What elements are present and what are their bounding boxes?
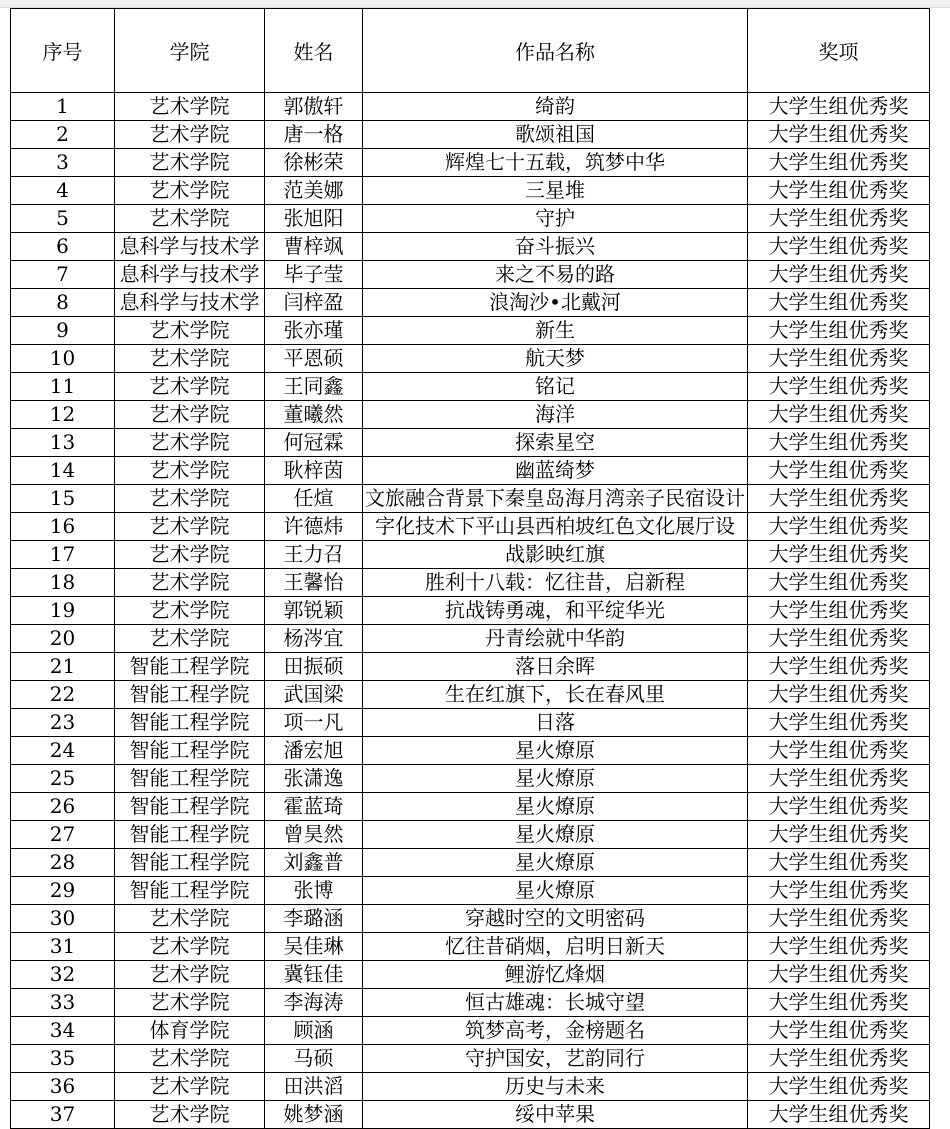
cell-award[interactable]: 大学生组优秀奖 (748, 1101, 930, 1129)
cell-award[interactable]: 大学生组优秀奖 (748, 681, 930, 709)
cell-name[interactable]: 徐彬荣 (265, 149, 363, 177)
cell-no[interactable]: 4 (11, 177, 115, 205)
cell-college[interactable]: 艺术学院 (115, 1101, 265, 1129)
cell-work[interactable]: 守护 (363, 205, 748, 233)
cell-college[interactable]: 艺术学院 (115, 485, 265, 513)
cell-college[interactable]: 体育学院 (115, 1017, 265, 1045)
cell-name[interactable]: 项一凡 (265, 709, 363, 737)
cell-award[interactable]: 大学生组优秀奖 (748, 205, 930, 233)
cell-name[interactable]: 郭傲轩 (265, 93, 363, 121)
cell-no[interactable]: 29 (11, 877, 115, 905)
cell-no[interactable]: 35 (11, 1045, 115, 1073)
cell-college[interactable]: 艺术学院 (115, 961, 265, 989)
table-row (11, 989, 930, 1017)
cell-college[interactable]: 艺术学院 (115, 177, 265, 205)
cell-name[interactable]: 田振硕 (265, 653, 363, 681)
cell-work[interactable]: 探索星空 (363, 429, 748, 457)
table-row (11, 569, 930, 597)
cell-no[interactable]: 8 (11, 289, 115, 317)
cell-work[interactable]: 绥中苹果 (363, 1101, 748, 1129)
cell-work[interactable]: 丹青绘就中华韵 (363, 625, 748, 653)
cell-college[interactable]: 艺术学院 (115, 317, 265, 345)
cell-work[interactable]: 抗战铸勇魂，和平绽华光 (363, 597, 748, 625)
cell-work[interactable]: 新生 (363, 317, 748, 345)
cell-award[interactable]: 大学生组优秀奖 (748, 1073, 930, 1101)
cell-no[interactable]: 7 (11, 261, 115, 289)
cell-name[interactable]: 郭锐颖 (265, 597, 363, 625)
table-body (11, 93, 930, 1129)
table-row (11, 373, 930, 401)
cell-award[interactable]: 大学生组优秀奖 (748, 345, 930, 373)
table-row (11, 1073, 930, 1101)
cell-college[interactable]: 艺术学院 (115, 541, 265, 569)
table-row (11, 345, 930, 373)
cell-name[interactable]: 姚梦涵 (265, 1101, 363, 1129)
cell-award[interactable]: 大学生组优秀奖 (748, 1017, 930, 1045)
cell-name[interactable]: 董曦然 (265, 401, 363, 429)
cell-college[interactable]: 息科学与技术学 (115, 233, 265, 261)
table-row (11, 317, 930, 345)
table-row (11, 457, 930, 485)
cell-name[interactable]: 毕子莹 (265, 261, 363, 289)
cell-work[interactable]: 生在红旗下，长在春风里 (363, 681, 748, 709)
cell-name[interactable]: 曾昊然 (265, 821, 363, 849)
cell-no[interactable]: 36 (11, 1073, 115, 1101)
cell-work[interactable]: 鲤游忆烽烟 (363, 961, 748, 989)
cell-award[interactable]: 大学生组优秀奖 (748, 625, 930, 653)
cell-college[interactable]: 艺术学院 (115, 597, 265, 625)
cell-work[interactable]: 绮韵 (363, 93, 748, 121)
cell-no[interactable]: 32 (11, 961, 115, 989)
cell-award[interactable]: 大学生组优秀奖 (748, 653, 930, 681)
cell-name[interactable]: 范美娜 (265, 177, 363, 205)
cell-no[interactable]: 33 (11, 989, 115, 1017)
cell-no[interactable]: 31 (11, 933, 115, 961)
cell-college[interactable]: 艺术学院 (115, 905, 265, 933)
cell-award[interactable]: 大学生组优秀奖 (748, 513, 930, 541)
cell-no[interactable]: 15 (11, 485, 115, 513)
cell-work[interactable]: 字化技术下平山县西柏坡红色文化展厅设 (363, 513, 748, 541)
cell-college[interactable]: 智能工程学院 (115, 737, 265, 765)
sheet-top-strip (0, 0, 950, 8)
cell-name[interactable]: 田洪滔 (265, 1073, 363, 1101)
cell-name[interactable]: 张博 (265, 877, 363, 905)
cell-award[interactable]: 大学生组优秀奖 (748, 261, 930, 289)
cell-college[interactable]: 艺术学院 (115, 1045, 265, 1073)
cell-no[interactable]: 6 (11, 233, 115, 261)
cell-college[interactable]: 艺术学院 (115, 989, 265, 1017)
cell-award[interactable]: 大学生组优秀奖 (748, 737, 930, 765)
cell-name[interactable]: 王同鑫 (265, 373, 363, 401)
cell-work[interactable]: 落日余晖 (363, 653, 748, 681)
cell-no[interactable]: 18 (11, 569, 115, 597)
cell-award[interactable]: 大学生组优秀奖 (748, 793, 930, 821)
cell-work[interactable]: 星火燎原 (363, 765, 748, 793)
table-row (11, 289, 930, 317)
cell-work[interactable]: 历史与未来 (363, 1073, 748, 1101)
cell-work[interactable]: 幽蓝绮梦 (363, 457, 748, 485)
cell-name[interactable]: 张潇逸 (265, 765, 363, 793)
table-row (11, 121, 930, 149)
cell-work[interactable]: 三星堆 (363, 177, 748, 205)
table-row (11, 905, 930, 933)
cell-award[interactable]: 大学生组优秀奖 (748, 457, 930, 485)
cell-work[interactable]: 忆往昔硝烟，启明日新天 (363, 933, 748, 961)
cell-work[interactable]: 星火燎原 (363, 737, 748, 765)
cell-name[interactable]: 曹梓飒 (265, 233, 363, 261)
cell-work[interactable]: 星火燎原 (363, 877, 748, 905)
table-row (11, 653, 930, 681)
table-row (11, 793, 930, 821)
header-college[interactable]: 学院 (115, 9, 265, 93)
cell-work[interactable]: 星火燎原 (363, 793, 748, 821)
cell-work[interactable]: 文旅融合背景下秦皇岛海月湾亲子民宿设计 (363, 485, 748, 513)
cell-name[interactable]: 耿梓茵 (265, 457, 363, 485)
cell-name[interactable]: 何冠霖 (265, 429, 363, 457)
cell-college[interactable]: 智能工程学院 (115, 821, 265, 849)
table-row (11, 233, 930, 261)
table-row (11, 1017, 930, 1045)
table-row (11, 485, 930, 513)
cell-no[interactable]: 23 (11, 709, 115, 737)
cell-work[interactable]: 日落 (363, 709, 748, 737)
header-work[interactable]: 作品名称 (363, 9, 748, 93)
cell-name[interactable]: 张亦瑾 (265, 317, 363, 345)
cell-award[interactable]: 大学生组优秀奖 (748, 317, 930, 345)
cell-award[interactable]: 大学生组优秀奖 (748, 961, 930, 989)
cell-award[interactable]: 大学生组优秀奖 (748, 1045, 930, 1073)
cell-no[interactable]: 25 (11, 765, 115, 793)
cell-award[interactable]: 大学生组优秀奖 (748, 933, 930, 961)
cell-name[interactable]: 平恩硕 (265, 345, 363, 373)
cell-college[interactable]: 艺术学院 (115, 1073, 265, 1101)
table-row (11, 93, 930, 121)
cell-award[interactable]: 大学生组优秀奖 (748, 597, 930, 625)
cell-college[interactable]: 智能工程学院 (115, 653, 265, 681)
cell-name[interactable]: 霍蓝琦 (265, 793, 363, 821)
table-row (11, 1045, 930, 1073)
cell-name[interactable]: 武国梁 (265, 681, 363, 709)
cell-name[interactable]: 冀钰佳 (265, 961, 363, 989)
cell-college[interactable]: 智能工程学院 (115, 793, 265, 821)
cell-name[interactable]: 李海涛 (265, 989, 363, 1017)
table-row (11, 709, 930, 737)
cell-college[interactable]: 艺术学院 (115, 429, 265, 457)
cell-name[interactable]: 闫梓盈 (265, 289, 363, 317)
cell-name[interactable]: 潘宏旭 (265, 737, 363, 765)
cell-college[interactable]: 艺术学院 (115, 93, 265, 121)
cell-name[interactable]: 王馨怡 (265, 569, 363, 597)
cell-work[interactable]: 胜利十八载：忆往昔，启新程 (363, 569, 748, 597)
table-row (11, 1101, 930, 1129)
cell-award[interactable]: 大学生组优秀奖 (748, 401, 930, 429)
cell-no[interactable]: 9 (11, 317, 115, 345)
cell-no[interactable]: 20 (11, 625, 115, 653)
cell-name[interactable]: 张旭阳 (265, 205, 363, 233)
cell-college[interactable]: 艺术学院 (115, 569, 265, 597)
cell-no[interactable]: 22 (11, 681, 115, 709)
cell-award[interactable]: 大学生组优秀奖 (748, 765, 930, 793)
cell-no[interactable]: 17 (11, 541, 115, 569)
cell-award[interactable]: 大学生组优秀奖 (748, 709, 930, 737)
cell-award[interactable]: 大学生组优秀奖 (748, 429, 930, 457)
cell-work[interactable]: 浪淘沙•北戴河 (363, 289, 748, 317)
header-no[interactable]: 序号 (11, 9, 115, 93)
cell-award[interactable]: 大学生组优秀奖 (748, 485, 930, 513)
cell-no[interactable]: 5 (11, 205, 115, 233)
cell-no[interactable]: 37 (11, 1101, 115, 1129)
cell-award[interactable]: 大学生组优秀奖 (748, 877, 930, 905)
table-row (11, 933, 930, 961)
header-name[interactable]: 姓名 (265, 9, 363, 93)
cell-no[interactable]: 3 (11, 149, 115, 177)
award-table (10, 8, 930, 1129)
cell-college[interactable]: 艺术学院 (115, 457, 265, 485)
cell-college[interactable]: 艺术学院 (115, 513, 265, 541)
cell-award[interactable]: 大学生组优秀奖 (748, 289, 930, 317)
cell-work[interactable]: 守护国安，艺韵同行 (363, 1045, 748, 1073)
cell-award[interactable]: 大学生组优秀奖 (748, 177, 930, 205)
cell-no[interactable]: 1 (11, 93, 115, 121)
cell-work[interactable]: 星火燎原 (363, 849, 748, 877)
cell-college[interactable]: 智能工程学院 (115, 877, 265, 905)
table-row (11, 597, 930, 625)
cell-award[interactable]: 大学生组优秀奖 (748, 905, 930, 933)
cell-award[interactable]: 大学生组优秀奖 (748, 373, 930, 401)
cell-award[interactable]: 大学生组优秀奖 (748, 569, 930, 597)
cell-work[interactable]: 歌颂祖国 (363, 121, 748, 149)
header-row (11, 9, 930, 93)
cell-award[interactable]: 大学生组优秀奖 (748, 821, 930, 849)
cell-no[interactable]: 24 (11, 737, 115, 765)
cell-name[interactable]: 唐一格 (265, 121, 363, 149)
cell-work[interactable]: 奋斗振兴 (363, 233, 748, 261)
cell-no[interactable]: 19 (11, 597, 115, 625)
cell-no[interactable]: 2 (11, 121, 115, 149)
cell-college[interactable]: 智能工程学院 (115, 709, 265, 737)
cell-college[interactable]: 艺术学院 (115, 345, 265, 373)
cell-name[interactable]: 王力召 (265, 541, 363, 569)
header-award[interactable]: 奖项 (748, 9, 930, 93)
table-row (11, 625, 930, 653)
cell-no[interactable]: 12 (11, 401, 115, 429)
cell-work[interactable]: 海洋 (363, 401, 748, 429)
cell-name[interactable]: 任煊 (265, 485, 363, 513)
cell-no[interactable]: 11 (11, 373, 115, 401)
cell-college[interactable]: 智能工程学院 (115, 765, 265, 793)
cell-no[interactable]: 27 (11, 821, 115, 849)
cell-college[interactable]: 艺术学院 (115, 373, 265, 401)
table-row (11, 877, 930, 905)
cell-name[interactable]: 杨涔宜 (265, 625, 363, 653)
cell-work[interactable]: 战影映红旗 (363, 541, 748, 569)
table-row (11, 961, 930, 989)
cell-award[interactable]: 大学生组优秀奖 (748, 149, 930, 177)
cell-work[interactable]: 来之不易的路 (363, 261, 748, 289)
cell-college[interactable]: 智能工程学院 (115, 849, 265, 877)
cell-name[interactable]: 马硕 (265, 1045, 363, 1073)
table-row (11, 261, 930, 289)
cell-name[interactable]: 许德炜 (265, 513, 363, 541)
cell-no[interactable]: 10 (11, 345, 115, 373)
cell-award[interactable]: 大学生组优秀奖 (748, 541, 930, 569)
cell-name[interactable]: 李璐涵 (265, 905, 363, 933)
cell-work[interactable]: 筑梦高考，金榜题名 (363, 1017, 748, 1045)
cell-work[interactable]: 恒古雄魂：长城守望 (363, 989, 748, 1017)
cell-award[interactable]: 大学生组优秀奖 (748, 121, 930, 149)
cell-no[interactable]: 21 (11, 653, 115, 681)
cell-no[interactable]: 14 (11, 457, 115, 485)
table-row (11, 849, 930, 877)
cell-award[interactable]: 大学生组优秀奖 (748, 233, 930, 261)
cell-name[interactable]: 吴佳琳 (265, 933, 363, 961)
cell-name[interactable]: 顾涵 (265, 1017, 363, 1045)
cell-name[interactable]: 刘鑫普 (265, 849, 363, 877)
cell-work[interactable]: 铭记 (363, 373, 748, 401)
table-row (11, 765, 930, 793)
cell-college[interactable]: 息科学与技术学 (115, 261, 265, 289)
cell-award[interactable]: 大学生组优秀奖 (748, 849, 930, 877)
cell-work[interactable]: 星火燎原 (363, 821, 748, 849)
cell-work[interactable]: 辉煌七十五载，筑梦中华 (363, 149, 748, 177)
cell-college[interactable]: 艺术学院 (115, 205, 265, 233)
table-row (11, 541, 930, 569)
cell-no[interactable]: 34 (11, 1017, 115, 1045)
cell-no[interactable]: 26 (11, 793, 115, 821)
cell-work[interactable]: 航天梦 (363, 345, 748, 373)
cell-college[interactable]: 艺术学院 (115, 121, 265, 149)
cell-college[interactable]: 智能工程学院 (115, 681, 265, 709)
table-row (11, 821, 930, 849)
cell-no[interactable]: 30 (11, 905, 115, 933)
table-row (11, 737, 930, 765)
cell-no[interactable]: 13 (11, 429, 115, 457)
table-row (11, 513, 930, 541)
cell-college[interactable]: 艺术学院 (115, 625, 265, 653)
cell-no[interactable]: 16 (11, 513, 115, 541)
table-row (11, 177, 930, 205)
cell-work[interactable]: 穿越时空的文明密码 (363, 905, 748, 933)
cell-college[interactable]: 艺术学院 (115, 149, 265, 177)
cell-college[interactable]: 息科学与技术学 (115, 289, 265, 317)
table-row (11, 681, 930, 709)
cell-college[interactable]: 艺术学院 (115, 401, 265, 429)
cell-award[interactable]: 大学生组优秀奖 (748, 93, 930, 121)
table-row (11, 401, 930, 429)
cell-award[interactable]: 大学生组优秀奖 (748, 989, 930, 1017)
table-row (11, 429, 930, 457)
table-row (11, 149, 930, 177)
cell-no[interactable]: 28 (11, 849, 115, 877)
table-row (11, 205, 930, 233)
cell-college[interactable]: 艺术学院 (115, 933, 265, 961)
